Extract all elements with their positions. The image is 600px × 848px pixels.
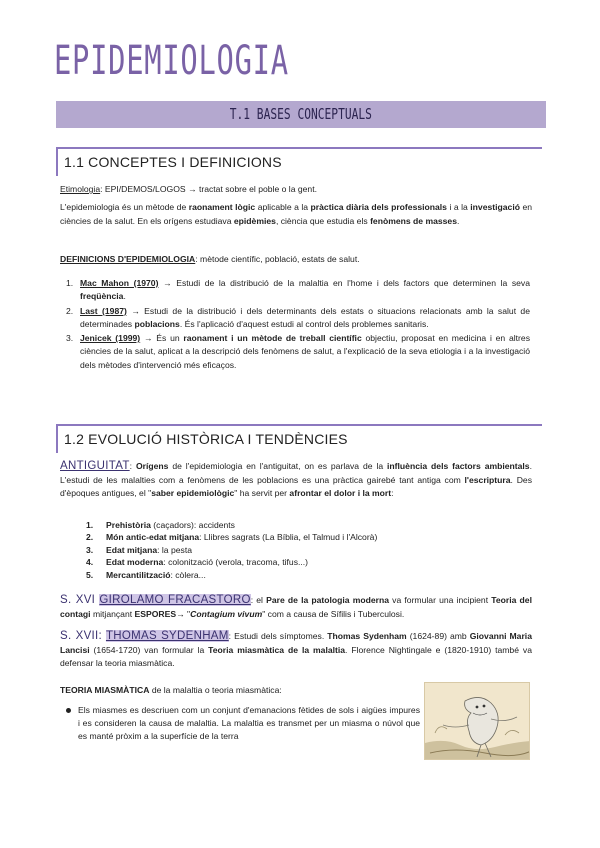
- list-item: 2. Món antic-edat mitjana: Llibres sagrats (La Bíblia, el Talmud i l'Alcorà): [86, 532, 378, 543]
- list-item: 1. Prehistòria (caçadors): accidents: [86, 520, 235, 530]
- eras-list: [86, 519, 446, 581]
- etimologia-paragraph: Etimologia: EPI/DEMOS/LOGOS → tractat sobre el poble o la gent.: [60, 184, 317, 194]
- miasma-bullet-list: [60, 704, 420, 742]
- list-item: 2. Last (1987) → Estudi de la distribució i dels determinants dels estats o situacions relacionats amb la salut de determinades poblacions. És l'aplicació d'aquest estudi al control dels problemes sanitaris.: [66, 305, 530, 329]
- miasma-figure-icon: [425, 683, 530, 760]
- sydenham-paragraph: S. XVII: THOMAS SYDENHAM: Estudi dels símptomes. Thomas Sydenham (1624-89) amb Giovanni Maria Lancisi (1654-1720) van formular la Teoria miasmàtica de la malaltia. Florence Nightingale e (1820-1910) també va defensar la teoria miasmàtica.: [60, 630, 532, 668]
- list-item: 3. Jenicek (1999) → És un raonament i un mètode de treball científic objectiu, proposat en medicina i en altres ciències de la salut, aplicat a la descripció dels fenòmens de salut, a l'explicació de la seva etiologia i a la investigació dels mètodes d'intervenció més eficaços.: [66, 333, 530, 370]
- miasma-illustration: [424, 682, 530, 760]
- page-title: EPIDEMIOLOGIA: [54, 38, 289, 84]
- section-heading-conceptes: 1.1 CONCEPTES I DEFINICIONS: [56, 147, 542, 176]
- list-item: 5. Mercantilització: còlera...: [86, 569, 206, 580]
- list-item: 3. Edat mitjana: la pesta: [86, 544, 192, 555]
- topic-banner-label: T.1 BASES CONCEPTUALS: [229, 105, 373, 123]
- bullet-icon: [66, 708, 71, 713]
- list-item: 1. Mac Mahon (1970) → Estudi de la distribució de la malaltia en l'home i dels factors que determinen la seva freqüència.: [66, 278, 530, 302]
- list-item: Els miasmes es descriuen com un conjunt d'emanacions fètides de sols i aigües impures i es consideren la causa de malaltia. La malaltia es transmet per un miasma o núvol que es manté pròxim a la superfície de la terra: [60, 704, 420, 742]
- topic-banner: [56, 101, 546, 128]
- antiguitat-paragraph: ANTIGUITAT: Orígens de l'epidemiologia en l'antiguitat, on es parlava de la influència dels factors ambientals. L'estudi de les malalties com a fenòmens de les poblacions es una pràctica gairebé tant antiga com l'escriptura. Des d'èpoques antigues, el "saber epidemiològic" ha servit per afrontar el dolor i la mort:: [60, 460, 532, 498]
- section-heading-evolucio: 1.2 EVOLUCIÓ HISTÒRICA I TENDÈNCIES: [56, 424, 542, 453]
- fracastoro-paragraph: S. XVI GIROLAMO FRACASTORO: el Pare de la patologia moderna va formular una incipient Teoria del contagi mitjançant ESPORES→ "Contagium vivum" com a causa de Sífilis i Tuberculosi.: [60, 594, 532, 619]
- teoria-miasmatica-heading: TEORIA MIASMÀTICA de la malaltia o teoria miasmàtica:: [60, 685, 282, 695]
- intro-paragraph: L'epidemiologia és un mètode de raonament lògic aplicable a la pràctica diària dels professionals i a la investigació en ciències de la salut. En els orígens estudiava epidèmies, ciència que estudia els fenòmens de masses.: [60, 202, 533, 226]
- list-item: 4. Edat moderna: colonització (verola, tracoma, tifus...): [86, 557, 309, 568]
- definitions-list: [60, 277, 530, 373]
- definicions-paragraph: DEFINICIONS D'EPIDEMIOLOGIA: mètode científic, població, estats de salut.: [60, 254, 360, 264]
